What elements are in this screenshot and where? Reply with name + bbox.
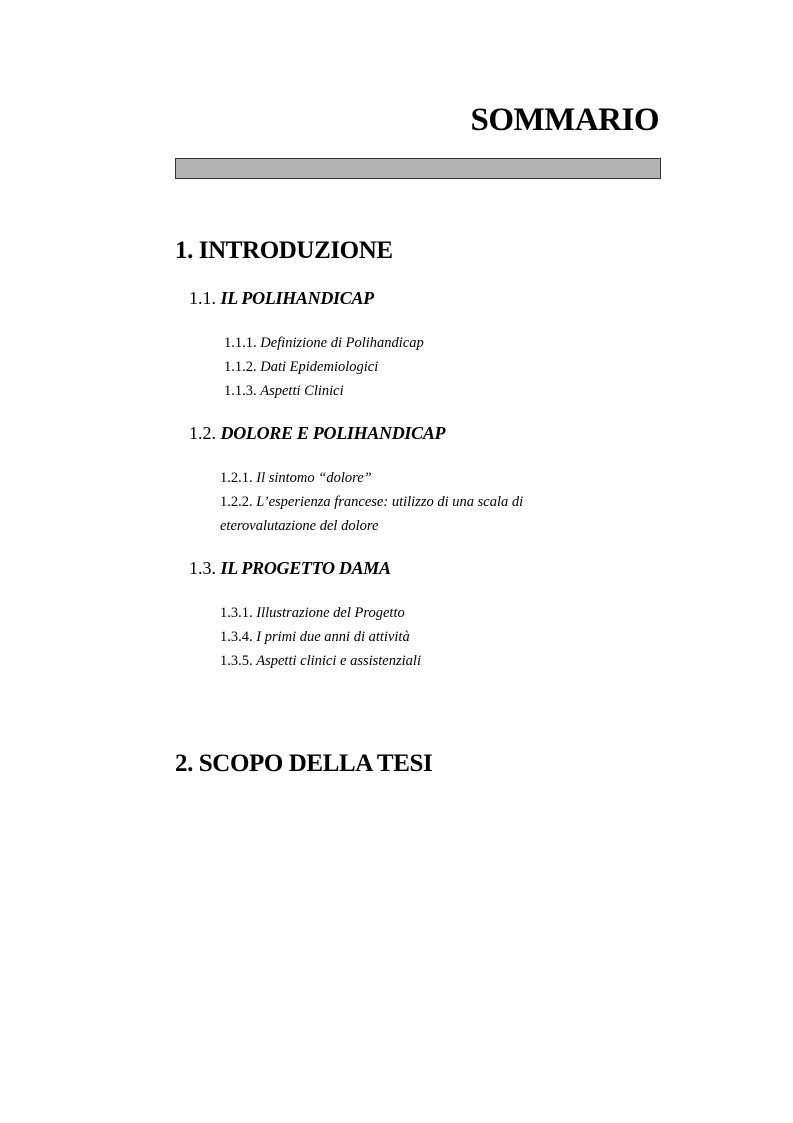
section-1-2-heading <box>189 423 445 444</box>
toc-entry-1-2-2-continuation <box>220 518 378 535</box>
toc-entry-1-1-1 <box>224 335 424 352</box>
section-1-3-heading <box>189 558 391 579</box>
section-1-1-heading <box>189 288 374 309</box>
section-title: IL PROGETTO DAMA <box>220 558 391 578</box>
toc-entry-1-3-4 <box>220 629 410 646</box>
toc-entry-1-1-3 <box>224 383 344 400</box>
toc-entry-1-2-1 <box>220 470 372 487</box>
chapter-1-heading: 1. INTRODUZIONE <box>175 237 393 264</box>
section-title: DOLORE E POLIHANDICAP <box>220 423 446 443</box>
entry-number: 1.1.1. <box>224 335 257 351</box>
title-underline-bar <box>175 158 661 179</box>
entry-title-continuation: eterovalutazione del dolore <box>220 518 379 534</box>
toc-entry-1-2-2 <box>220 494 523 511</box>
page-title: SOMMARIO <box>470 102 659 138</box>
chapter-2-heading: 2. SCOPO DELLA TESI <box>175 750 433 777</box>
entry-number: 1.1.3. <box>224 383 257 399</box>
entry-number: 1.3.1. <box>220 605 253 621</box>
entry-number: 1.2.2. <box>220 494 253 510</box>
entry-title: L’esperienza francese: utilizzo di una scala di <box>256 494 524 510</box>
entry-title: Definizione di Polihandicap <box>260 335 424 351</box>
entry-title: Illustrazione del Progetto <box>256 605 405 621</box>
entry-title: Il sintomo “dolore” <box>256 470 372 486</box>
section-title: IL POLIHANDICAP <box>220 288 374 308</box>
entry-number: 1.1.2. <box>224 359 257 375</box>
entry-title: Dati Epidemiologici <box>260 359 379 375</box>
entry-title: I primi due anni di attività <box>256 629 410 645</box>
section-number: 1.1. <box>189 288 216 308</box>
entry-number: 1.3.4. <box>220 629 253 645</box>
entry-title: Aspetti Clinici <box>260 383 344 399</box>
entry-title: Aspetti clinici e assistenziali <box>256 653 421 669</box>
section-number: 1.2. <box>189 423 216 443</box>
toc-entry-1-3-5 <box>220 653 421 670</box>
entry-number: 1.3.5. <box>220 653 253 669</box>
section-number: 1.3. <box>189 558 216 578</box>
entry-number: 1.2.1. <box>220 470 253 486</box>
toc-entry-1-1-2 <box>224 359 378 376</box>
toc-entry-1-3-1 <box>220 605 405 622</box>
